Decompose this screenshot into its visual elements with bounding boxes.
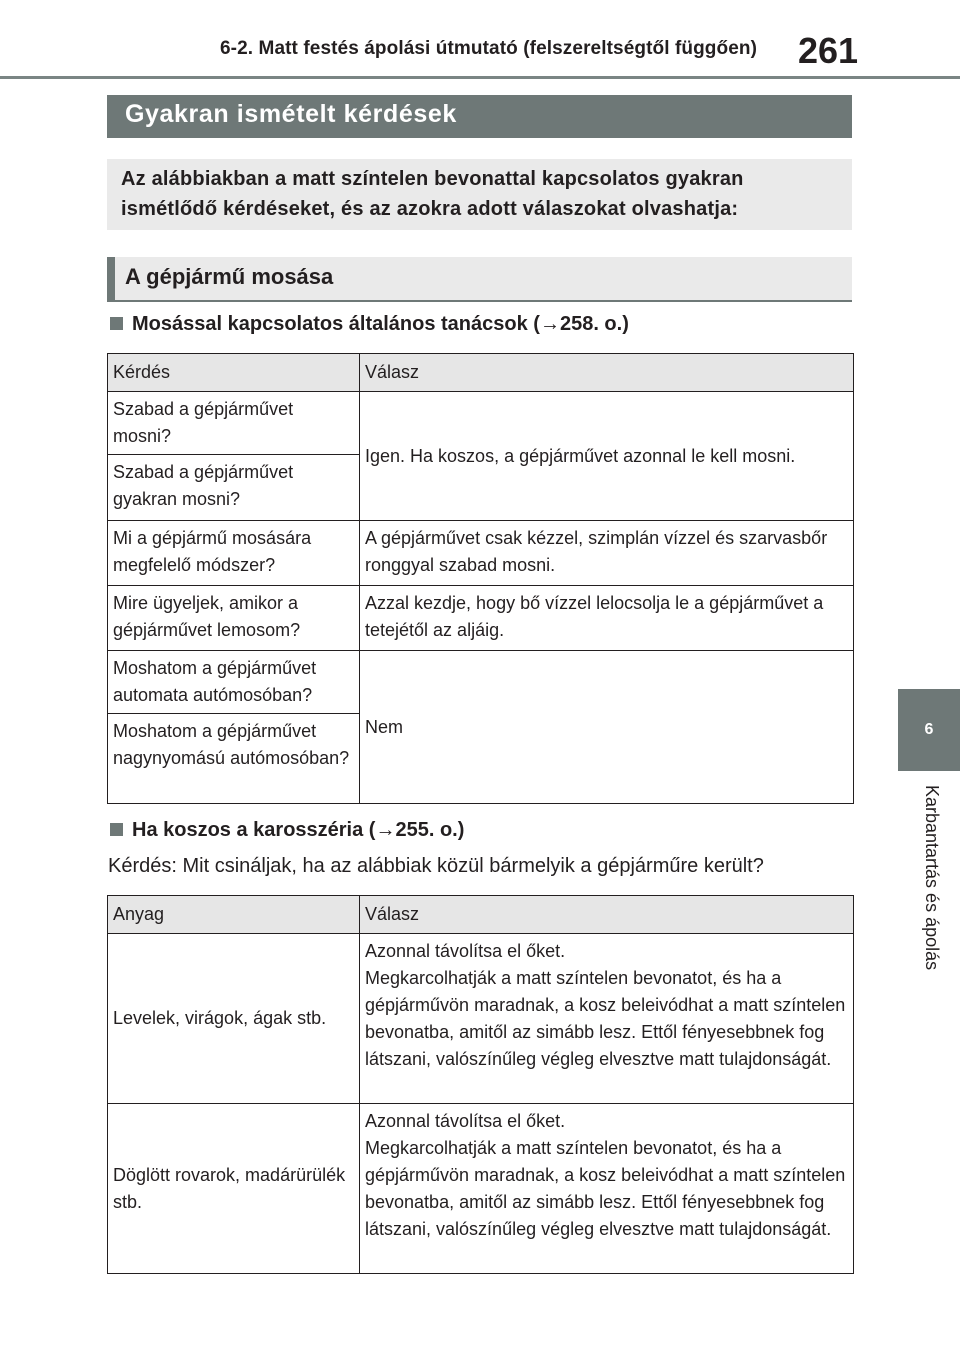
faq-banner: Gyakran ismételt kérdések — [107, 95, 852, 138]
header-divider — [0, 76, 960, 79]
dirty-heading — [110, 819, 464, 842]
question-cell: Szabad a gépjárművet mosni? — [108, 392, 360, 455]
page-number: 261 — [798, 30, 859, 71]
washing-heading — [110, 313, 629, 336]
material-cell: Döglött rovarok, madárürülék stb. — [108, 1104, 360, 1274]
table-row — [108, 521, 854, 586]
answer-cell: Azonnal távolítsa el őket. Megkarcolhatják a matt színtelen bevonatot, és ha a gépjárművön maradnak, a kosz beleivódhat a matt színtelen bevonatba, amitől az simább lesz. Ettől fényesebbnek fog látszani, valószínűleg végleg elvesztve matt tulajdonságát. — [360, 1104, 854, 1274]
material-cell: Levelek, virágok, ágak stb. — [108, 934, 360, 1104]
question-cell: Mire ügyeljek, amikor a gépjárművet lemosom? — [108, 586, 360, 651]
question-cell: Moshatom a gépjárművet automata autómosóban? — [108, 651, 360, 714]
answer-cell: Azzal kezdje, hogy bő vízzel lelocsolja le a gépjárművet a tetejétől az aljáig. — [360, 586, 854, 651]
table-row — [108, 651, 854, 714]
column-header: Kérdés — [108, 354, 360, 392]
table-row — [108, 1104, 854, 1274]
square-bullet-icon — [110, 317, 123, 330]
column-header: Anyag — [108, 896, 360, 934]
answer-cell: A gépjárművet csak kézzel, szimplán vízzel és szarvasbőr ronggyal szabad mosni. — [360, 521, 854, 586]
question-cell: Mi a gépjármű mosására megfelelő módszer? — [108, 521, 360, 586]
table-row — [108, 392, 854, 455]
question-cell: Moshatom a gépjárművet nagynyomású autómosóban? — [108, 714, 360, 804]
dirty-table — [107, 895, 854, 1274]
section-title: 6-2. Matt festés ápolási útmutató (felszereltségtől függően) — [220, 38, 758, 59]
dirty-heading-text: Ha koszos a karosszéria (→255. o.) — [132, 819, 465, 841]
intro-box: Az alábbiakban a matt színtelen bevonattal kapcsolatos gyakran ismétlődő kérdéseket, és az azokra adott válaszokat olvashatja: — [107, 159, 852, 230]
column-header: Válasz — [360, 354, 854, 392]
answer-cell: Nem — [360, 651, 854, 804]
table-header-row — [108, 354, 854, 392]
answer-cell: Azonnal távolítsa el őket. Megkarcolhatják a matt színtelen bevonatot, és ha a gépjárművön maradnak, a kosz beleivódhat a matt színtelen bevonatba, amitől az simább lesz. Ettől fényesebbnek fog látszani, valószínűleg végleg elvesztve matt tulajdonságát. — [360, 934, 854, 1104]
subsection-heading: A gépjármű mosása — [107, 257, 852, 302]
table-row — [108, 934, 854, 1104]
washing-heading-text: Mosással kapcsolatos általános tanácsok (→258. o.) — [132, 313, 629, 335]
chapter-side-title: Karbantartás és ápolás — [922, 785, 942, 971]
square-bullet-icon — [110, 823, 123, 836]
answer-cell: Igen. Ha koszos, a gépjárművet azonnal le kell mosni. — [360, 392, 854, 521]
dirty-question: Kérdés: Mit csináljak, ha az alábbiak közül bármelyik a gépjárműre került? — [108, 855, 764, 877]
question-cell: Szabad a gépjárművet gyakran mosni? — [108, 455, 360, 521]
column-header: Válasz — [360, 896, 854, 934]
table-header-row — [108, 896, 854, 934]
table-row — [108, 586, 854, 651]
chapter-tab: 6 — [898, 689, 960, 771]
washing-table — [107, 353, 854, 804]
